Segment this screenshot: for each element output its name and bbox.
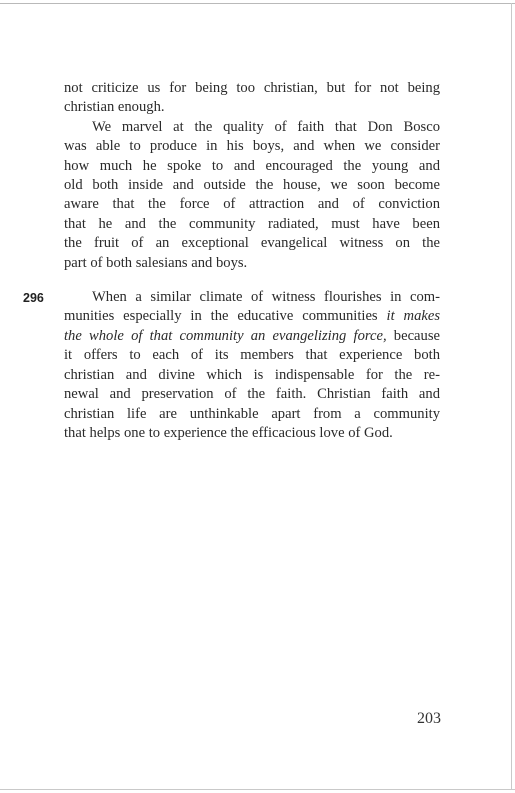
bottom-edge-rule bbox=[0, 789, 515, 790]
paragraph-number: 296 bbox=[23, 291, 44, 306]
text-line: how much he spoke to and encouraged the young and bbox=[64, 157, 440, 174]
text-line: it offers to each of its members that experience both bbox=[64, 347, 440, 364]
numbered-paragraph bbox=[23, 288, 440, 443]
right-edge-rule bbox=[511, 3, 512, 790]
text-line: old both inside and outside the house, we soon become bbox=[64, 177, 440, 194]
text-line: When a similar climate of witness flourishes in com- bbox=[92, 289, 440, 306]
text-line: that helps one to experience the efficacious love of God. bbox=[64, 424, 393, 441]
paragraph-continuation bbox=[64, 79, 440, 118]
text-line-mixed bbox=[64, 327, 440, 346]
paragraph-gap bbox=[64, 273, 440, 288]
top-edge-rule bbox=[0, 3, 515, 4]
emphasis-run: the whole of that community an evangelizing force, bbox=[64, 327, 387, 344]
emphasis-run: it makes bbox=[386, 308, 440, 325]
text-line: christian enough. bbox=[64, 99, 165, 116]
paragraph-witness bbox=[64, 288, 440, 443]
text-line: christian and divine which is indispensable for the re- bbox=[64, 366, 440, 383]
text-line: was able to produce in his boys, and when we consider bbox=[64, 138, 440, 155]
text-run: because bbox=[386, 327, 440, 344]
paragraph-don-bosco bbox=[64, 118, 440, 273]
text-line: not criticize us for being too christian, but for not being bbox=[64, 80, 440, 96]
text-run: munities especially in the educative communities bbox=[64, 308, 387, 325]
text-line: the fruit of an exceptional evangelical witness on the bbox=[64, 235, 440, 252]
text-line: christian life are unthinkable apart from a community bbox=[64, 405, 440, 422]
text-line: newal and preservation of the faith. Christian faith and bbox=[64, 386, 440, 403]
text-line-mixed bbox=[64, 307, 440, 326]
text-line: aware that the force of attraction and of conviction bbox=[64, 196, 440, 213]
text-line: that he and the community radiated, must have been bbox=[64, 215, 440, 232]
page-number: 203 bbox=[417, 710, 441, 727]
body-text bbox=[23, 79, 440, 443]
text-line: part of both salesians and boys. bbox=[64, 254, 248, 271]
text-line: We marvel at the quality of faith that Don Bosco bbox=[92, 118, 440, 135]
